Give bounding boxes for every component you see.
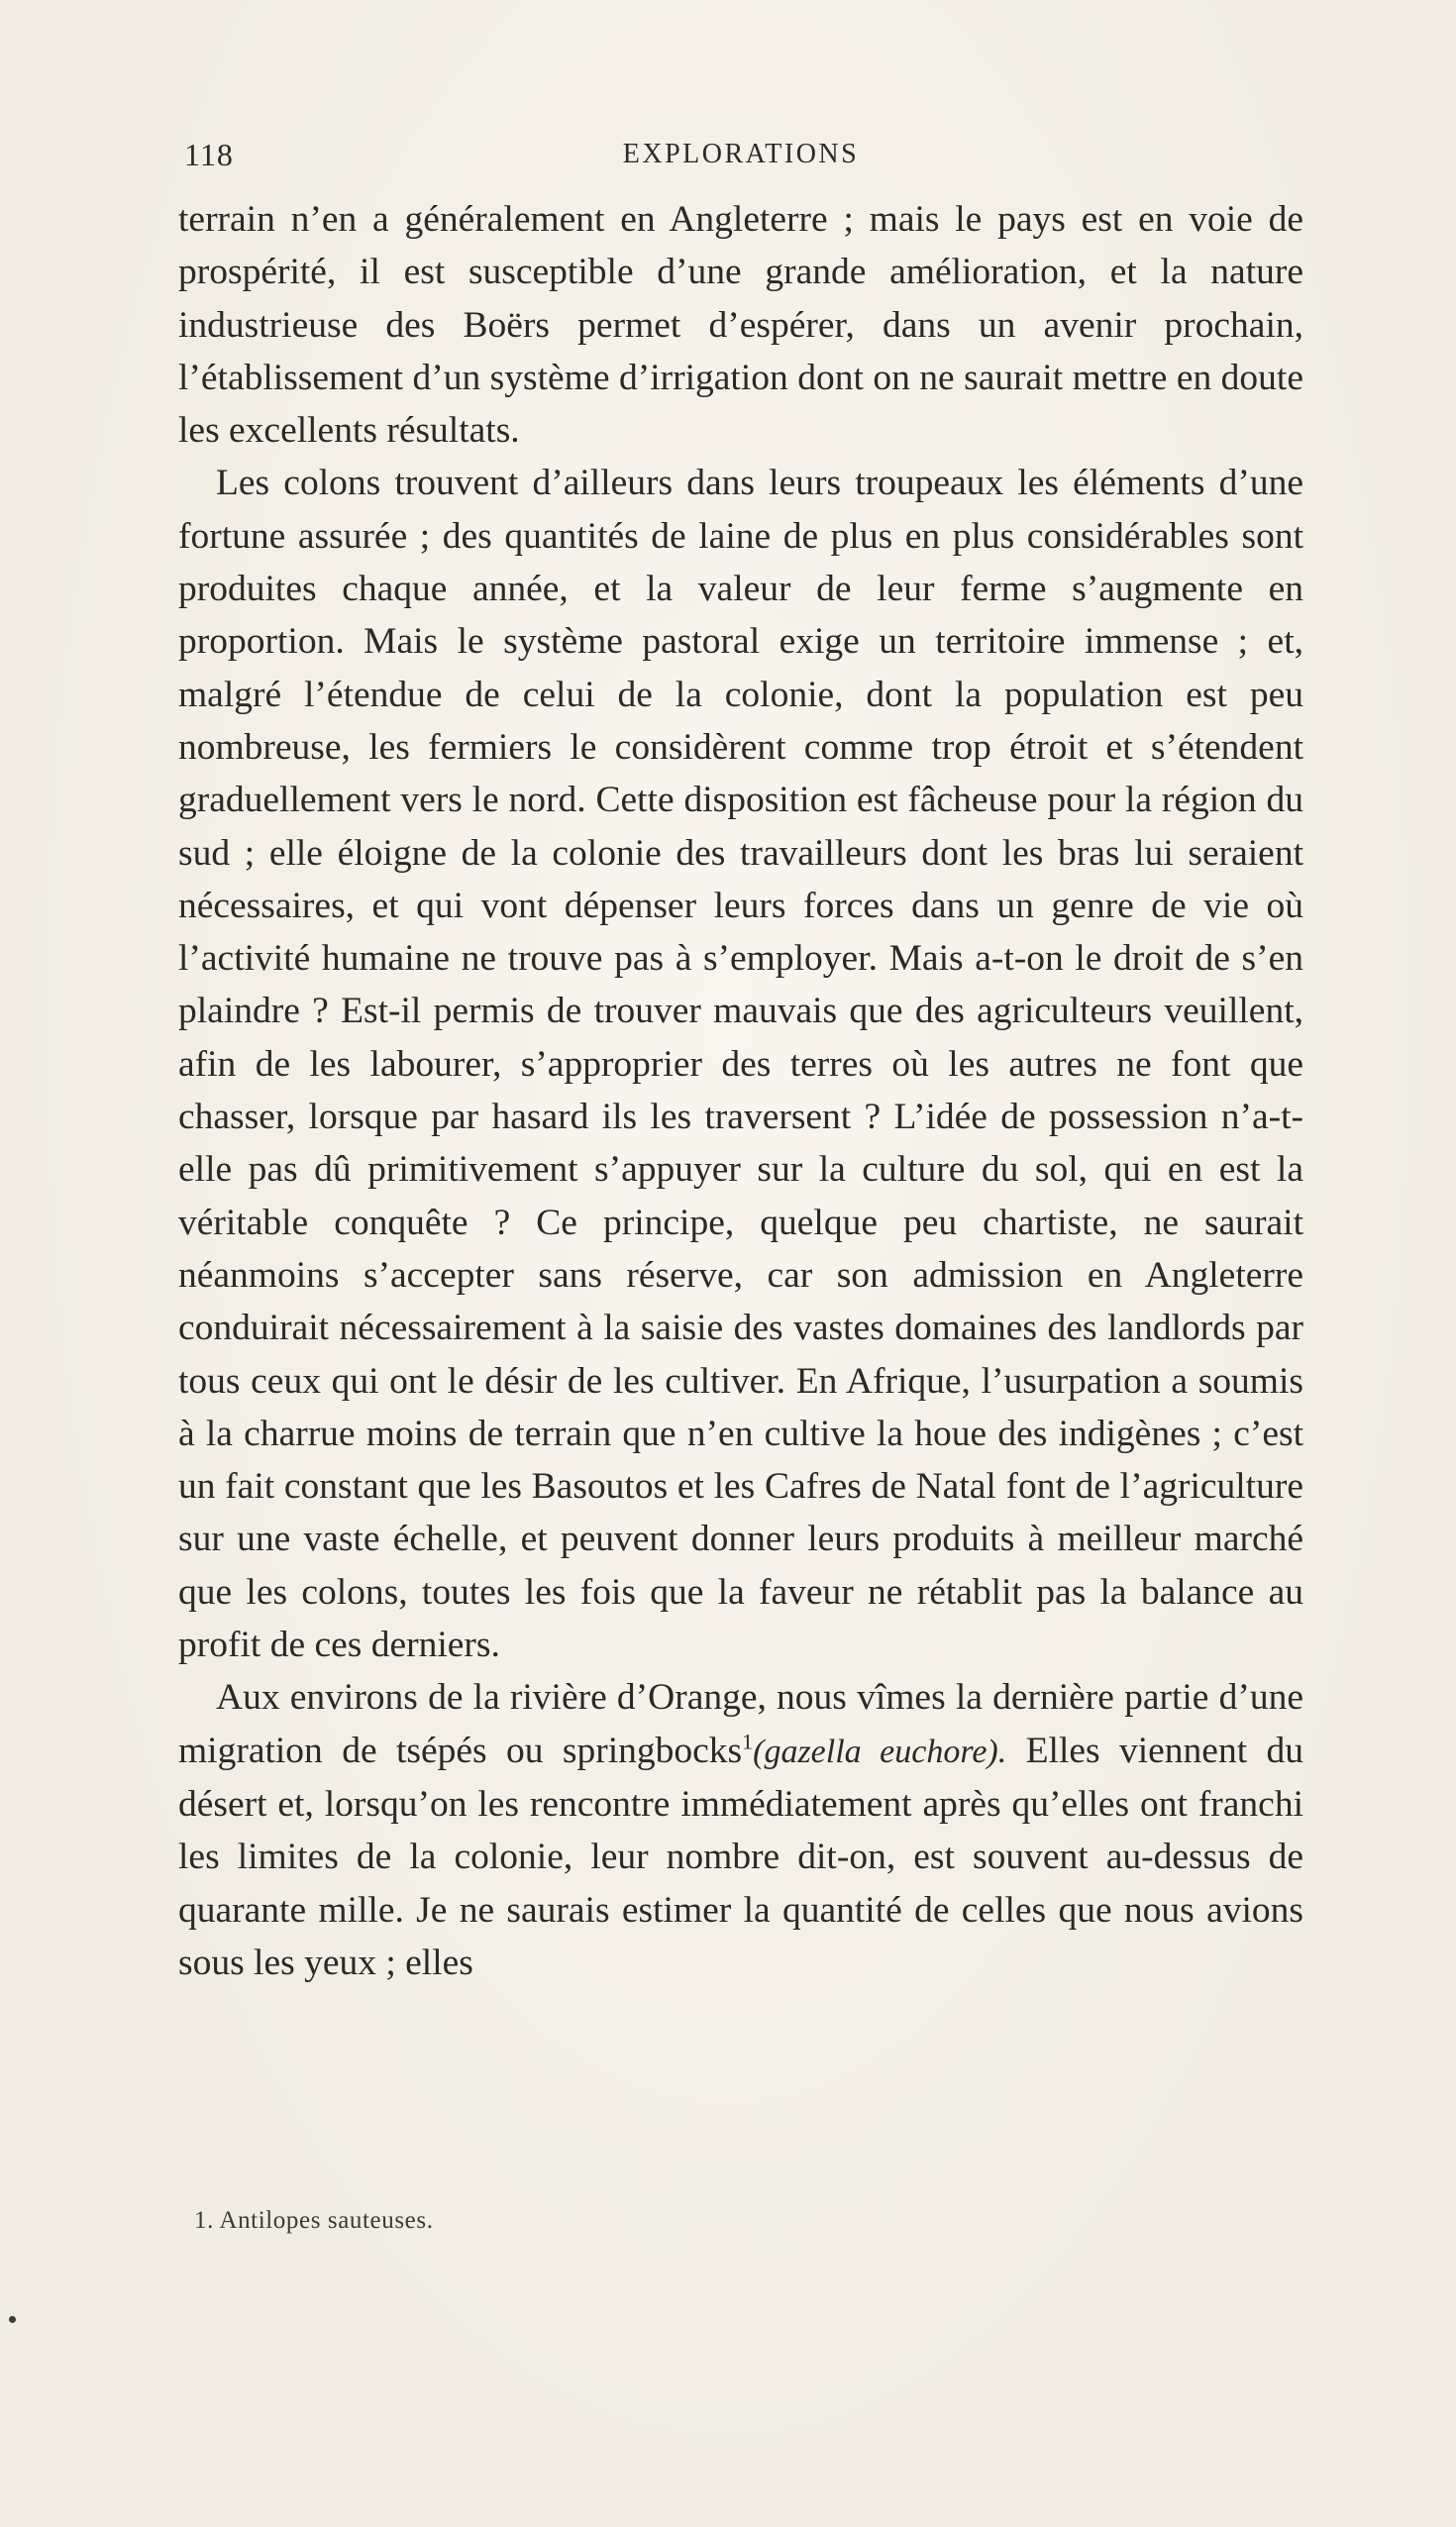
footnote-reference[interactable]: 1	[742, 1729, 754, 1754]
paragraph-text-before: Aux environs de la rivière d’Orange, nous vîmes la dernière partie d’une migration de tsépés ou springbocks	[178, 1677, 1303, 1771]
paragraph-continued: terrain n’en a généralement en Angleterre ; mais le pays est en voie de prospérité, il est susceptible d’une grande amélioration, et la nature industrieuse des Boërs permet d’espérer, dans un avenir prochain, l’établissement d’un système d’irrigation dont on ne saurait mettre en doute les excellents résultats.	[178, 199, 1303, 452]
species-name: (gazella euchore).	[753, 1733, 1007, 1770]
paragraph-springbocks	[178, 1671, 1303, 1989]
body-text	[178, 193, 1303, 1989]
paragraph-text-after: Elles viennent du désert et, lorsqu’on les rencontre immédiatement après qu’elles ont franchi les limites de la colonie, leur nombre dit-on, est souvent au-dessus de quarante mille. Je ne saurais estimer la quantité de celles que nous avions sous les yeux ; elles	[178, 1730, 1303, 1983]
running-title: EXPLORATIONS	[622, 139, 860, 169]
footnote: 1. Antilopes sauteuses.	[194, 2207, 434, 2234]
paragraph-colons: Les colons trouvent d’ailleurs dans leurs troupeaux les éléments d’une fortune assurée ; des quantités de laine de plus en plus considérables sont produites chaque année, et la valeur de leur ferme s’augmente en proportion. Mais le système pastoral exige un territoire immense ; et, malgré l’étendue de celui de la colonie, dont la population est peu nombreuse, les fermiers le considèrent comme trop étroit et s’étendent graduellement vers le nord. Cette disposition est fâcheuse pour la région du sud ; elle éloigne de la colonie des travailleurs dont les bras lui seraient nécessaires, et qui vont dépenser leurs forces dans un genre de vie où l’activité humaine ne trouve pas à s’employer. Mais a-t-on le droit de s’en plaindre ? Est-il permis de trouver mauvais que des agriculteurs veuillent, afin de les labourer, s’approprier des terres où les autres ne font que chasser, lorsque par hasard ils les traversent ? L’idée de possession n’a-t-elle pas dû primitivement s’appuyer sur la culture du sol, qui en est la véritable conquête ? Ce principe, quelque peu chartiste, ne saurait néanmoins s’accepter sans réserve, car son admission en Angleterre conduirait nécessairement à la saisie des vastes domaines des landlords par tous ceux qui ont le désir de les cultiver. En Afrique, l’usurpation a soumis à la charrue moins de terrain que n’en cultive la houe des indigènes ; c’est un fait constant que les Basoutos et les Cafres de Natal font de l’agriculture sur une vaste échelle, et peuvent donner leurs produits à meilleur marché que les colons, toutes les fois que la faveur ne rétablit pas la balance au profit de ces derniers.	[178, 463, 1303, 1666]
running-head	[178, 137, 1303, 176]
page-number: 118	[184, 137, 234, 172]
paper-speck	[9, 2316, 16, 2323]
